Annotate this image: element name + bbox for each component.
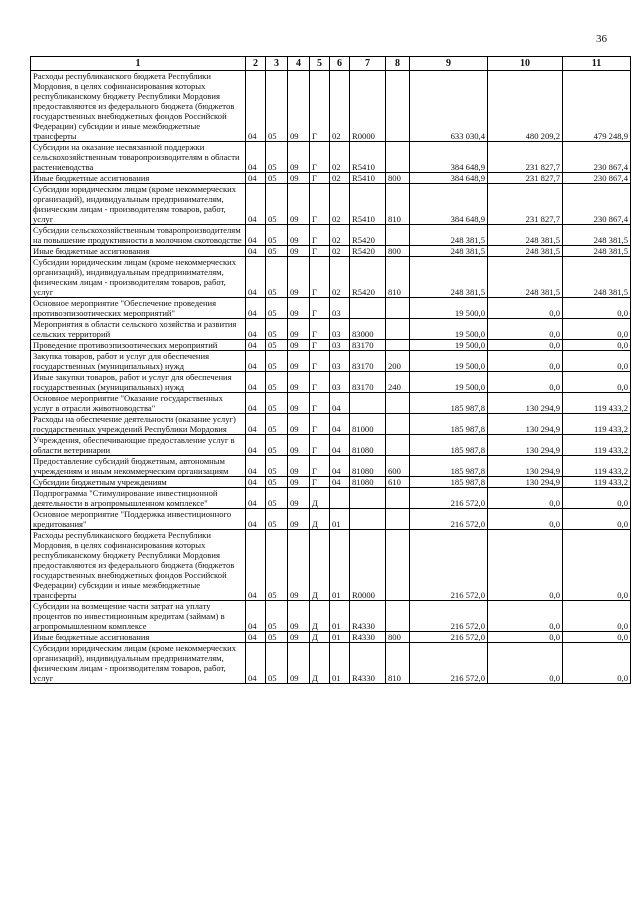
code-expense-type <box>386 319 410 340</box>
code-activity: 03 <box>330 298 350 319</box>
code-subprogram: Г <box>310 71 330 142</box>
code-ministry: 04 <box>246 414 266 435</box>
col-header: 11 <box>563 57 631 71</box>
code-subsection: 09 <box>288 435 310 456</box>
code-activity: 01 <box>330 632 350 643</box>
code-direction: 81080 <box>350 435 386 456</box>
code-expense-type: 810 <box>386 643 410 684</box>
amount-year1: 185 987,8 <box>410 435 488 456</box>
table-row <box>31 173 631 184</box>
row-name: Расходы республиканского бюджета Республики Мордовия, в целях софинансирования которых республиканскому бюджету Республики Мордовия предоставляются из федерального бюджета (бюджетов государственных внебюджетных фондов Российской Федерации) субсидии и иные межбюджетные трансферты <box>31 71 246 142</box>
row-name: Субсидии юридическим лицам (кроме некоммерческих организаций), индивидуальным предпринимателям, физическим лицам - производителям товаров, работ, услуг <box>31 184 246 225</box>
code-subsection: 09 <box>288 225 310 246</box>
row-name: Закупка товаров, работ и услуг для обеспечения государственных (муниципальных) нужд <box>31 351 246 372</box>
row-name: Субсидии юридическим лицам (кроме некоммерческих организаций), индивидуальным предпринимателям, физическим лицам - производителям товаров, работ, услуг <box>31 643 246 684</box>
amount-year2: 0,0 <box>488 298 563 319</box>
amount-year2: 0,0 <box>488 340 563 351</box>
amount-year1: 384 648,9 <box>410 142 488 173</box>
amount-year3: 248 381,5 <box>563 257 631 298</box>
code-activity: 01 <box>330 530 350 601</box>
code-subprogram: Г <box>310 351 330 372</box>
table-row <box>31 340 631 351</box>
code-activity: 04 <box>330 414 350 435</box>
code-subprogram: Г <box>310 257 330 298</box>
amount-year2: 0,0 <box>488 372 563 393</box>
code-direction: R4330 <box>350 643 386 684</box>
code-subprogram: Г <box>310 456 330 477</box>
code-expense-type <box>386 298 410 319</box>
table-row <box>31 319 631 340</box>
code-subsection: 09 <box>288 372 310 393</box>
code-section: 05 <box>266 173 288 184</box>
amount-year2: 0,0 <box>488 509 563 530</box>
code-ministry: 04 <box>246 319 266 340</box>
code-section: 05 <box>266 393 288 414</box>
code-section: 05 <box>266 530 288 601</box>
code-expense-type <box>386 225 410 246</box>
code-ministry: 04 <box>246 184 266 225</box>
code-subprogram: Г <box>310 319 330 340</box>
code-subprogram: Г <box>310 477 330 488</box>
row-name: Иные закупки товаров, работ и услуг для обеспечения государственных (муниципальных) нужд <box>31 372 246 393</box>
amount-year1: 216 572,0 <box>410 509 488 530</box>
code-ministry: 04 <box>246 257 266 298</box>
row-name: Расходы на обеспечение деятельности (оказание услуг) государственных учреждений Республики Мордовия <box>31 414 246 435</box>
code-subsection: 09 <box>288 456 310 477</box>
code-activity: 04 <box>330 456 350 477</box>
row-name: Субсидии сельскохозяйственным товаропроизводителям на повышение продуктивности в молочном скотоводстве <box>31 225 246 246</box>
amount-year2: 0,0 <box>488 643 563 684</box>
amount-year2: 248 381,5 <box>488 257 563 298</box>
code-direction: R0000 <box>350 530 386 601</box>
col-header: 1 <box>31 57 246 71</box>
row-name: Учреждения, обеспечивающие предоставление услуг в области ветеринарии <box>31 435 246 456</box>
code-subsection: 09 <box>288 257 310 298</box>
code-direction: R0000 <box>350 71 386 142</box>
code-section: 05 <box>266 456 288 477</box>
code-direction: R5420 <box>350 257 386 298</box>
amount-year3: 0,0 <box>563 632 631 643</box>
amount-year2: 130 294,9 <box>488 393 563 414</box>
code-direction: 83170 <box>350 351 386 372</box>
code-activity: 04 <box>330 393 350 414</box>
amount-year3: 0,0 <box>563 509 631 530</box>
code-ministry: 04 <box>246 509 266 530</box>
budget-table <box>30 56 631 684</box>
amount-year3: 0,0 <box>563 298 631 319</box>
code-activity: 02 <box>330 257 350 298</box>
code-section: 05 <box>266 257 288 298</box>
code-activity: 03 <box>330 351 350 372</box>
amount-year2: 248 381,5 <box>488 246 563 257</box>
code-direction <box>350 298 386 319</box>
code-ministry: 04 <box>246 488 266 509</box>
amount-year2: 130 294,9 <box>488 456 563 477</box>
row-name: Предоставление субсидий бюджетным, автономным учреждениям и иным некоммерческим организациям <box>31 456 246 477</box>
amount-year3: 119 433,2 <box>563 414 631 435</box>
code-expense-type: 240 <box>386 372 410 393</box>
amount-year3: 119 433,2 <box>563 456 631 477</box>
code-subsection: 09 <box>288 298 310 319</box>
amount-year3: 479 248,9 <box>563 71 631 142</box>
code-expense-type <box>386 488 410 509</box>
code-ministry: 04 <box>246 456 266 477</box>
code-subsection: 09 <box>288 173 310 184</box>
code-section: 05 <box>266 643 288 684</box>
amount-year2: 130 294,9 <box>488 414 563 435</box>
amount-year3: 248 381,5 <box>563 246 631 257</box>
code-activity <box>330 488 350 509</box>
amount-year3: 0,0 <box>563 351 631 372</box>
code-subsection: 09 <box>288 632 310 643</box>
col-header: 2 <box>246 57 266 71</box>
code-ministry: 04 <box>246 632 266 643</box>
code-activity: 03 <box>330 372 350 393</box>
table-row <box>31 456 631 477</box>
col-header: 9 <box>410 57 488 71</box>
code-subprogram: Г <box>310 225 330 246</box>
code-subsection: 09 <box>288 246 310 257</box>
code-subsection: 09 <box>288 601 310 632</box>
code-subprogram: Д <box>310 601 330 632</box>
amount-year3: 248 381,5 <box>563 225 631 246</box>
code-expense-type: 610 <box>386 477 410 488</box>
amount-year3: 119 433,2 <box>563 435 631 456</box>
code-subsection: 09 <box>288 184 310 225</box>
code-subsection: 09 <box>288 393 310 414</box>
row-name: Расходы республиканского бюджета Республики Мордовия, в целях софинансирования которых республиканскому бюджету Республики Мордовия предоставляются из федерального бюджета (бюджетов государственных внебюджетных фондов Российской Федерации) субсидии и иные межбюджетные трансферты <box>31 530 246 601</box>
code-ministry: 04 <box>246 435 266 456</box>
amount-year1: 185 987,8 <box>410 414 488 435</box>
code-subprogram: Д <box>310 488 330 509</box>
code-subprogram: Д <box>310 530 330 601</box>
code-ministry: 04 <box>246 142 266 173</box>
code-direction: 81080 <box>350 456 386 477</box>
code-direction: R5410 <box>350 142 386 173</box>
code-subsection: 09 <box>288 340 310 351</box>
code-subprogram: Г <box>310 142 330 173</box>
amount-year2: 231 827,7 <box>488 173 563 184</box>
code-direction: R5420 <box>350 246 386 257</box>
amount-year2: 0,0 <box>488 351 563 372</box>
amount-year1: 216 572,0 <box>410 488 488 509</box>
amount-year3: 119 433,2 <box>563 477 631 488</box>
amount-year1: 384 648,9 <box>410 173 488 184</box>
code-section: 05 <box>266 184 288 225</box>
code-subsection: 09 <box>288 319 310 340</box>
code-ministry: 04 <box>246 173 266 184</box>
table-row <box>31 488 631 509</box>
amount-year3: 0,0 <box>563 643 631 684</box>
table-row <box>31 435 631 456</box>
col-header: 3 <box>266 57 288 71</box>
code-expense-type <box>386 142 410 173</box>
amount-year2: 0,0 <box>488 530 563 601</box>
amount-year3: 230 867,4 <box>563 173 631 184</box>
code-activity: 01 <box>330 509 350 530</box>
code-direction: 81000 <box>350 414 386 435</box>
code-activity: 01 <box>330 601 350 632</box>
amount-year2: 231 827,7 <box>488 142 563 173</box>
col-header: 10 <box>488 57 563 71</box>
code-direction: R4330 <box>350 601 386 632</box>
code-ministry: 04 <box>246 246 266 257</box>
table-row <box>31 246 631 257</box>
code-ministry: 04 <box>246 393 266 414</box>
code-direction: 83170 <box>350 372 386 393</box>
code-activity: 02 <box>330 225 350 246</box>
amount-year1: 185 987,8 <box>410 456 488 477</box>
amount-year3: 0,0 <box>563 319 631 340</box>
col-header: 7 <box>350 57 386 71</box>
code-expense-type: 600 <box>386 456 410 477</box>
row-name: Иные бюджетные ассигнования <box>31 632 246 643</box>
table-row <box>31 477 631 488</box>
code-subprogram: Г <box>310 184 330 225</box>
code-subsection: 09 <box>288 643 310 684</box>
amount-year1: 19 500,0 <box>410 340 488 351</box>
code-section: 05 <box>266 71 288 142</box>
code-direction: R4330 <box>350 632 386 643</box>
row-name: Иные бюджетные ассигнования <box>31 173 246 184</box>
code-expense-type <box>386 414 410 435</box>
code-subsection: 09 <box>288 142 310 173</box>
table-row <box>31 257 631 298</box>
page-number: 36 <box>596 33 607 45</box>
amount-year1: 19 500,0 <box>410 298 488 319</box>
amount-year1: 19 500,0 <box>410 319 488 340</box>
row-name: Основное мероприятие "Обеспечение проведения противоэпизоотических мероприятий" <box>31 298 246 319</box>
code-subprogram: Г <box>310 173 330 184</box>
code-expense-type <box>386 340 410 351</box>
table-row <box>31 643 631 684</box>
code-activity: 04 <box>330 435 350 456</box>
amount-year2: 0,0 <box>488 319 563 340</box>
col-header: 6 <box>330 57 350 71</box>
code-expense-type: 800 <box>386 632 410 643</box>
table-row <box>31 351 631 372</box>
code-ministry: 04 <box>246 530 266 601</box>
code-section: 05 <box>266 142 288 173</box>
table-row <box>31 298 631 319</box>
code-expense-type <box>386 393 410 414</box>
header-row <box>31 57 631 71</box>
code-activity: 02 <box>330 71 350 142</box>
code-subprogram: Г <box>310 435 330 456</box>
code-subprogram: Д <box>310 509 330 530</box>
table-row <box>31 71 631 142</box>
amount-year1: 384 648,9 <box>410 184 488 225</box>
code-subsection: 09 <box>288 414 310 435</box>
code-subsection: 09 <box>288 530 310 601</box>
amount-year1: 248 381,5 <box>410 257 488 298</box>
amount-year2: 231 827,7 <box>488 184 563 225</box>
amount-year2: 0,0 <box>488 488 563 509</box>
code-section: 05 <box>266 601 288 632</box>
code-section: 05 <box>266 319 288 340</box>
code-direction: 83000 <box>350 319 386 340</box>
code-expense-type <box>386 530 410 601</box>
row-name: Основное мероприятие "Поддержка инвестиционного кредитования" <box>31 509 246 530</box>
code-section: 05 <box>266 225 288 246</box>
code-section: 05 <box>266 372 288 393</box>
amount-year1: 19 500,0 <box>410 351 488 372</box>
row-name: Субсидии на оказание несвязанной поддержки сельскохозяйственным товаропроизводителям в области растениеводства <box>31 142 246 173</box>
code-ministry: 04 <box>246 477 266 488</box>
code-subprogram: Г <box>310 340 330 351</box>
code-section: 05 <box>266 509 288 530</box>
code-direction <box>350 393 386 414</box>
code-expense-type <box>386 71 410 142</box>
amount-year3: 119 433,2 <box>563 393 631 414</box>
row-name: Субсидии юридическим лицам (кроме некоммерческих организаций), индивидуальным предпринимателям, физическим лицам - производителям товаров, работ, услуг <box>31 257 246 298</box>
amount-year3: 0,0 <box>563 488 631 509</box>
table-row <box>31 509 631 530</box>
code-subprogram: Д <box>310 632 330 643</box>
amount-year1: 633 030,4 <box>410 71 488 142</box>
amount-year2: 130 294,9 <box>488 477 563 488</box>
amount-year3: 230 867,4 <box>563 184 631 225</box>
amount-year2: 0,0 <box>488 632 563 643</box>
code-section: 05 <box>266 477 288 488</box>
code-section: 05 <box>266 298 288 319</box>
amount-year2: 248 381,5 <box>488 225 563 246</box>
row-name: Подпрограмма "Стимулирование инвестиционной деятельности в агропромышленном комплексе" <box>31 488 246 509</box>
code-ministry: 04 <box>246 71 266 142</box>
amount-year3: 0,0 <box>563 340 631 351</box>
code-ministry: 04 <box>246 298 266 319</box>
amount-year1: 248 381,5 <box>410 225 488 246</box>
table-row <box>31 530 631 601</box>
table-row <box>31 372 631 393</box>
code-expense-type <box>386 435 410 456</box>
amount-year2: 0,0 <box>488 601 563 632</box>
code-subprogram: Г <box>310 393 330 414</box>
amount-year2: 480 209,2 <box>488 71 563 142</box>
code-ministry: 04 <box>246 601 266 632</box>
code-direction: R5410 <box>350 184 386 225</box>
code-activity: 03 <box>330 340 350 351</box>
col-header: 5 <box>310 57 330 71</box>
code-section: 05 <box>266 246 288 257</box>
table-row <box>31 632 631 643</box>
table-row <box>31 414 631 435</box>
row-name: Основное мероприятие "Оказание государственных услуг в отрасли животноводства" <box>31 393 246 414</box>
code-expense-type: 200 <box>386 351 410 372</box>
code-subsection: 09 <box>288 477 310 488</box>
amount-year1: 248 381,5 <box>410 246 488 257</box>
table-row <box>31 184 631 225</box>
code-activity: 02 <box>330 142 350 173</box>
code-subprogram: Г <box>310 414 330 435</box>
code-expense-type: 810 <box>386 184 410 225</box>
col-header: 4 <box>288 57 310 71</box>
amount-year3: 0,0 <box>563 530 631 601</box>
amount-year1: 185 987,8 <box>410 477 488 488</box>
amount-year1: 216 572,0 <box>410 601 488 632</box>
code-expense-type: 810 <box>386 257 410 298</box>
amount-year1: 216 572,0 <box>410 643 488 684</box>
code-expense-type: 800 <box>386 173 410 184</box>
code-ministry: 04 <box>246 643 266 684</box>
table-row <box>31 601 631 632</box>
amount-year2: 130 294,9 <box>488 435 563 456</box>
code-section: 05 <box>266 632 288 643</box>
table-row <box>31 393 631 414</box>
code-section: 05 <box>266 414 288 435</box>
code-ministry: 04 <box>246 340 266 351</box>
code-activity: 02 <box>330 184 350 225</box>
row-name: Мероприятия в области сельского хозяйства и развития сельских территорий <box>31 319 246 340</box>
amount-year1: 185 987,8 <box>410 393 488 414</box>
code-ministry: 04 <box>246 225 266 246</box>
table-row <box>31 142 631 173</box>
code-expense-type <box>386 601 410 632</box>
code-activity: 01 <box>330 643 350 684</box>
amount-year3: 0,0 <box>563 372 631 393</box>
code-direction <box>350 488 386 509</box>
row-name: Проведение противоэпизоотических мероприятий <box>31 340 246 351</box>
code-direction: 83170 <box>350 340 386 351</box>
amount-year1: 19 500,0 <box>410 372 488 393</box>
code-direction: R5410 <box>350 173 386 184</box>
row-name: Иные бюджетные ассигнования <box>31 246 246 257</box>
code-expense-type: 800 <box>386 246 410 257</box>
amount-year3: 230 867,4 <box>563 142 631 173</box>
code-activity: 02 <box>330 246 350 257</box>
code-subsection: 09 <box>288 71 310 142</box>
code-subprogram: Г <box>310 298 330 319</box>
code-subprogram: Г <box>310 372 330 393</box>
code-ministry: 04 <box>246 351 266 372</box>
code-subsection: 09 <box>288 351 310 372</box>
table-row <box>31 225 631 246</box>
code-subprogram: Д <box>310 643 330 684</box>
code-subsection: 09 <box>288 488 310 509</box>
code-expense-type <box>386 509 410 530</box>
code-section: 05 <box>266 488 288 509</box>
code-section: 05 <box>266 340 288 351</box>
code-direction: R5420 <box>350 225 386 246</box>
amount-year3: 0,0 <box>563 601 631 632</box>
code-activity: 03 <box>330 319 350 340</box>
amount-year1: 216 572,0 <box>410 632 488 643</box>
row-name: Субсидии на возмещение части затрат на уплату процентов по инвестиционным кредитам (займам) в агропромышленном комплексе <box>31 601 246 632</box>
code-ministry: 04 <box>246 372 266 393</box>
code-activity: 04 <box>330 477 350 488</box>
code-activity: 02 <box>330 173 350 184</box>
code-subsection: 09 <box>288 509 310 530</box>
code-direction <box>350 509 386 530</box>
code-section: 05 <box>266 351 288 372</box>
code-subprogram: Г <box>310 246 330 257</box>
row-name: Субсидии бюджетным учреждениям <box>31 477 246 488</box>
amount-year1: 216 572,0 <box>410 530 488 601</box>
code-section: 05 <box>266 435 288 456</box>
code-direction: 81080 <box>350 477 386 488</box>
col-header: 8 <box>386 57 410 71</box>
